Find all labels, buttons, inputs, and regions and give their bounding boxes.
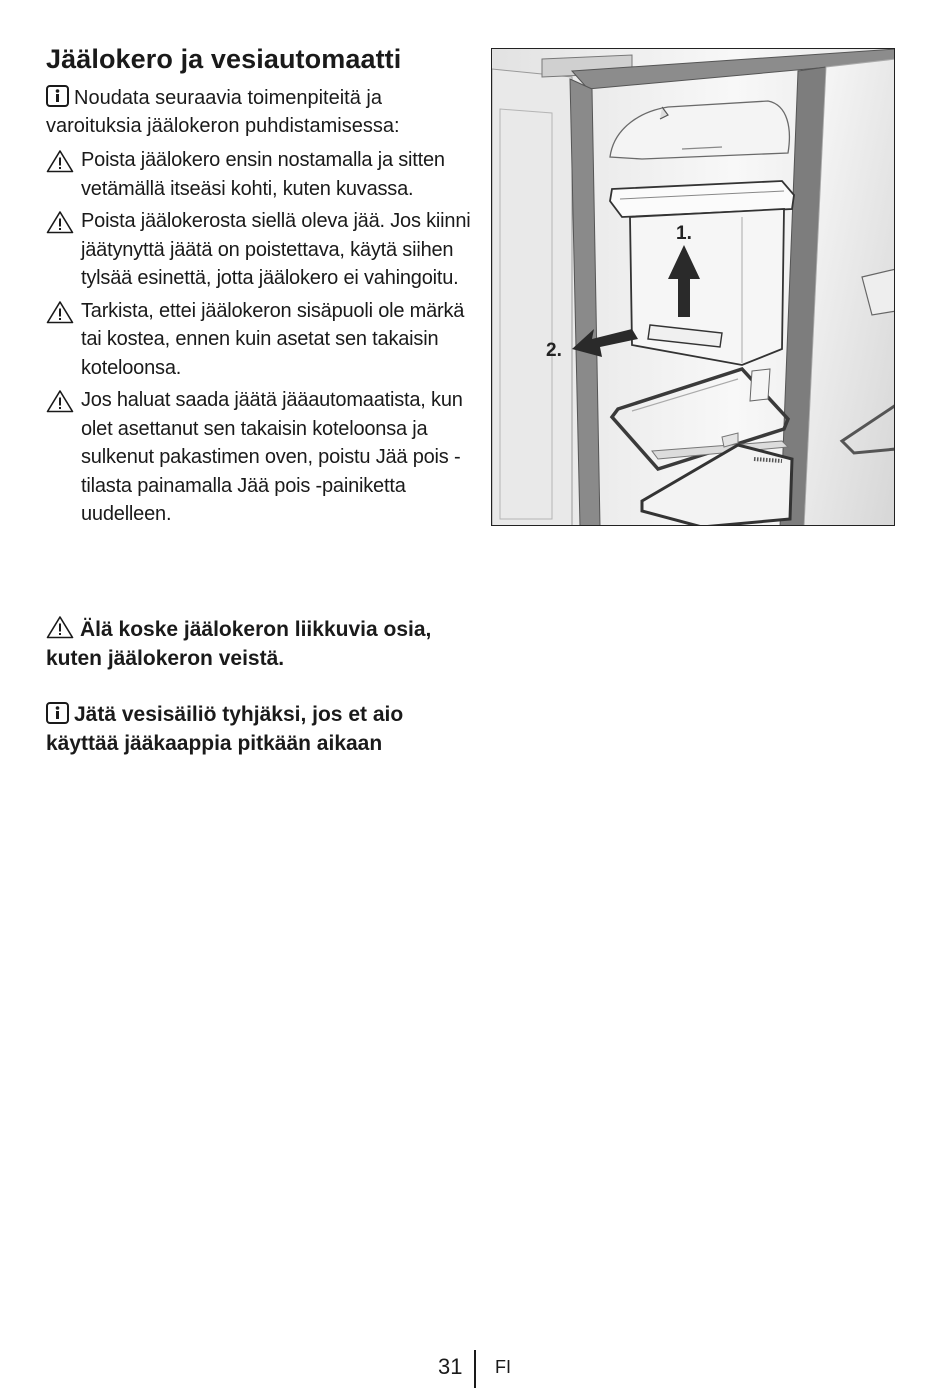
warning-triangle-icon: [46, 389, 74, 413]
main-column: [46, 44, 476, 533]
step-1-label: 1.: [676, 223, 692, 244]
warning-triangle-icon: [46, 210, 74, 234]
page-number: 31: [438, 1354, 463, 1379]
water-tank-note: [46, 700, 466, 758]
freezer-door: [492, 69, 572, 526]
warning-triangle-icon: [46, 149, 74, 173]
info-icon: [46, 702, 69, 724]
freezer-drawing: [492, 49, 895, 526]
info-icon: [46, 85, 69, 107]
page-title: Jäälokero ja vesiautomaatti: [46, 44, 402, 74]
warning-text: Poista jäälokero ensin nostamalla ja sitten vetämällä itseäsi kohti, kuten kuvassa.: [81, 149, 445, 200]
ice-tray-removal-illustration: [491, 48, 895, 526]
warning-item: [46, 207, 476, 293]
warning-item: [46, 297, 476, 383]
step-2-label: 2.: [546, 340, 562, 361]
warning-text: Poista jäälokerosta siellä oleva jää. Jos kiinni jäätynyttä jäätä on poistettava, käytä siihen tylsää esinettä, jotta jäälokero ei vahingoitu.: [81, 210, 471, 289]
intro-paragraph: [46, 84, 476, 140]
warning-item: [46, 146, 476, 203]
warning-text: Jos haluat saada jäätä jääautomaatista, kun olet asettanut sen takaisin koteloonsa ja sulkenut pakastimen oven, poistu Jää pois -tilasta painamalla Jää pois -painiketta uudelleen.: [81, 389, 463, 525]
intro-text: Noudata seuraavia toimenpiteitä ja varoituksia jäälokeron puhdistamisessa:: [46, 87, 400, 137]
moving-parts-warning: [46, 615, 466, 673]
water-tank-note-text: Jätä vesisäiliö tyhjäksi, jos et aio käyttää jääkaappia pitkään aikaan: [46, 703, 404, 755]
warning-item: [46, 386, 476, 529]
language-code: FI: [495, 1357, 511, 1377]
warning-triangle-icon: [46, 300, 74, 324]
warning-text: Tarkista, ettei jäälokeron sisäpuoli ole märkä tai kostea, ennen kuin asetat sen takaisin koteloonsa.: [81, 299, 465, 379]
warning-triangle-icon: [46, 615, 74, 639]
footer-separator: [474, 1350, 476, 1388]
moving-parts-warning-text: Älä koske jäälokeron liikkuvia osia, kuten jäälokeron veistä.: [46, 618, 432, 670]
